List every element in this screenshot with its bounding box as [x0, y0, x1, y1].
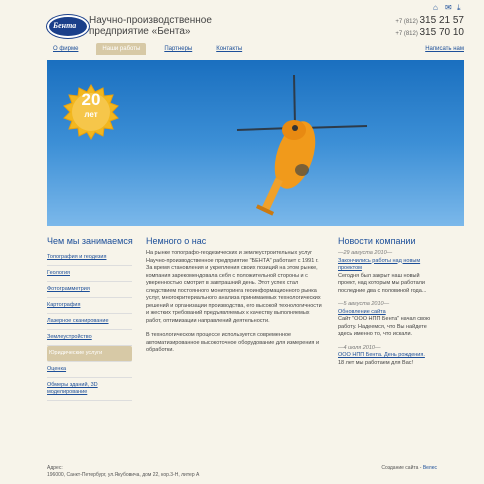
print-icon[interactable]: ⤓ [457, 3, 461, 12]
about-text [146, 250, 324, 362]
news-text: 18 лет мы работаем для Вас! [338, 359, 414, 366]
service-topography[interactable]: Топография и геодезия [47, 250, 132, 266]
service-legal[interactable]: Юридические услуги [47, 346, 132, 362]
phone-prefix: +7 (812) [395, 31, 418, 37]
company-name [89, 15, 249, 37]
credit-link[interactable]: Велес [422, 465, 437, 471]
nav-partners[interactable]: Партнеры [164, 46, 193, 52]
site-credit [381, 465, 437, 471]
news-link[interactable]: ООО НПП Бента. День рождения. [338, 352, 425, 358]
company-logo[interactable] [47, 15, 89, 38]
service-laser-scanning[interactable]: Лазерное сканирование [47, 314, 132, 330]
news-item [338, 345, 438, 368]
news-list [338, 250, 438, 373]
company-name-line1: Научно-производственное [89, 15, 212, 26]
services-menu [47, 250, 132, 401]
phone-number: 315 70 10 [419, 27, 464, 38]
about-title: Немного о нас [146, 236, 207, 246]
write-us-link[interactable]: Написать нам [425, 46, 464, 52]
hero-banner [47, 60, 464, 226]
service-cartography[interactable]: Картография [47, 298, 132, 314]
services-title: Чем мы занимаемся [47, 236, 133, 246]
about-paragraph-2: В технологическом процессе используется современное автоматизированное высокоточное оборудование для измерения и обработки. [146, 332, 320, 353]
phone-prefix: +7 (812) [395, 19, 418, 25]
news-date: —29 августа 2010— [338, 250, 393, 256]
news-item [338, 301, 438, 339]
badge-number: 20 [81, 90, 101, 109]
news-title: Новости компании [338, 236, 416, 246]
news-text: Сегодня был закрыт наш новый проект, над которым мы работали последние два с половиной года... [338, 272, 427, 294]
service-land-management[interactable]: Землеустройство [47, 330, 132, 346]
address-label: Адрес: [47, 465, 63, 471]
badge-years: лет [84, 110, 98, 119]
service-photogrammetry[interactable]: Фотограмметрия [47, 282, 132, 298]
badge-label [63, 92, 119, 122]
main-nav [47, 43, 260, 55]
news-link[interactable]: Обновление сайта [338, 308, 386, 315]
footer-address [47, 465, 199, 479]
nav-about[interactable]: О фирме [53, 46, 79, 52]
mail-icon[interactable]: ✉ [445, 3, 452, 12]
nav-works[interactable]: Наши работы [96, 43, 146, 55]
service-geology[interactable]: Геология [47, 266, 132, 282]
helicopter-image [232, 70, 372, 220]
phone-2 [395, 27, 464, 38]
nav-contacts[interactable]: Контакты [216, 46, 243, 52]
home-icon[interactable]: ⌂ [433, 3, 438, 12]
service-valuation[interactable]: Оценка [47, 362, 132, 378]
phone-1 [395, 15, 464, 26]
top-icons [433, 4, 464, 11]
credit-text: Создание сайта - [381, 465, 423, 471]
logo-text: Бента [53, 21, 77, 30]
news-date: —5 августа 2010— [338, 301, 390, 307]
company-name-line2: предприятие «Бента» [89, 26, 191, 37]
about-paragraph-1: На рынке топографо-геодезических и землеустроительных услуг Научно-производственное предприятие "БЕНТА" работает с 1991 г. За время становления и укрепления своих позиций на этом рынке, компания зарекомендовала себя с положительной стороны и с уверенностью смотрит в завтрашний день. Этот успех стал следствием постоянного мониторинга геоинформационного рынка услуг, многокритериального анализа принимаемых технологических решений и организации производства, его высокой технологичности и жестких требований предъявляемых к качеству выполняемых работ, оптимизации направлений деятельности. [146, 250, 322, 324]
news-date: —4 июля 2010— [338, 344, 381, 351]
news-text: Сайт "ООО НПП Бента" начал свою работу. Надеемся, что Вы найдете здесь именно то, что искали. [338, 316, 431, 337]
news-item [338, 250, 438, 295]
service-3d-modeling[interactable]: Обмеры зданий, 3D моделирование [47, 378, 132, 401]
footer [0, 457, 484, 484]
news-link[interactable]: Закончились работы над новым проектом [338, 257, 421, 271]
address-text: 196000, Санкт-Петербург, ул.Якубовича, дом 22, кор.3-Н, литер А [47, 472, 200, 478]
phone-number: 315 21 57 [419, 15, 464, 26]
